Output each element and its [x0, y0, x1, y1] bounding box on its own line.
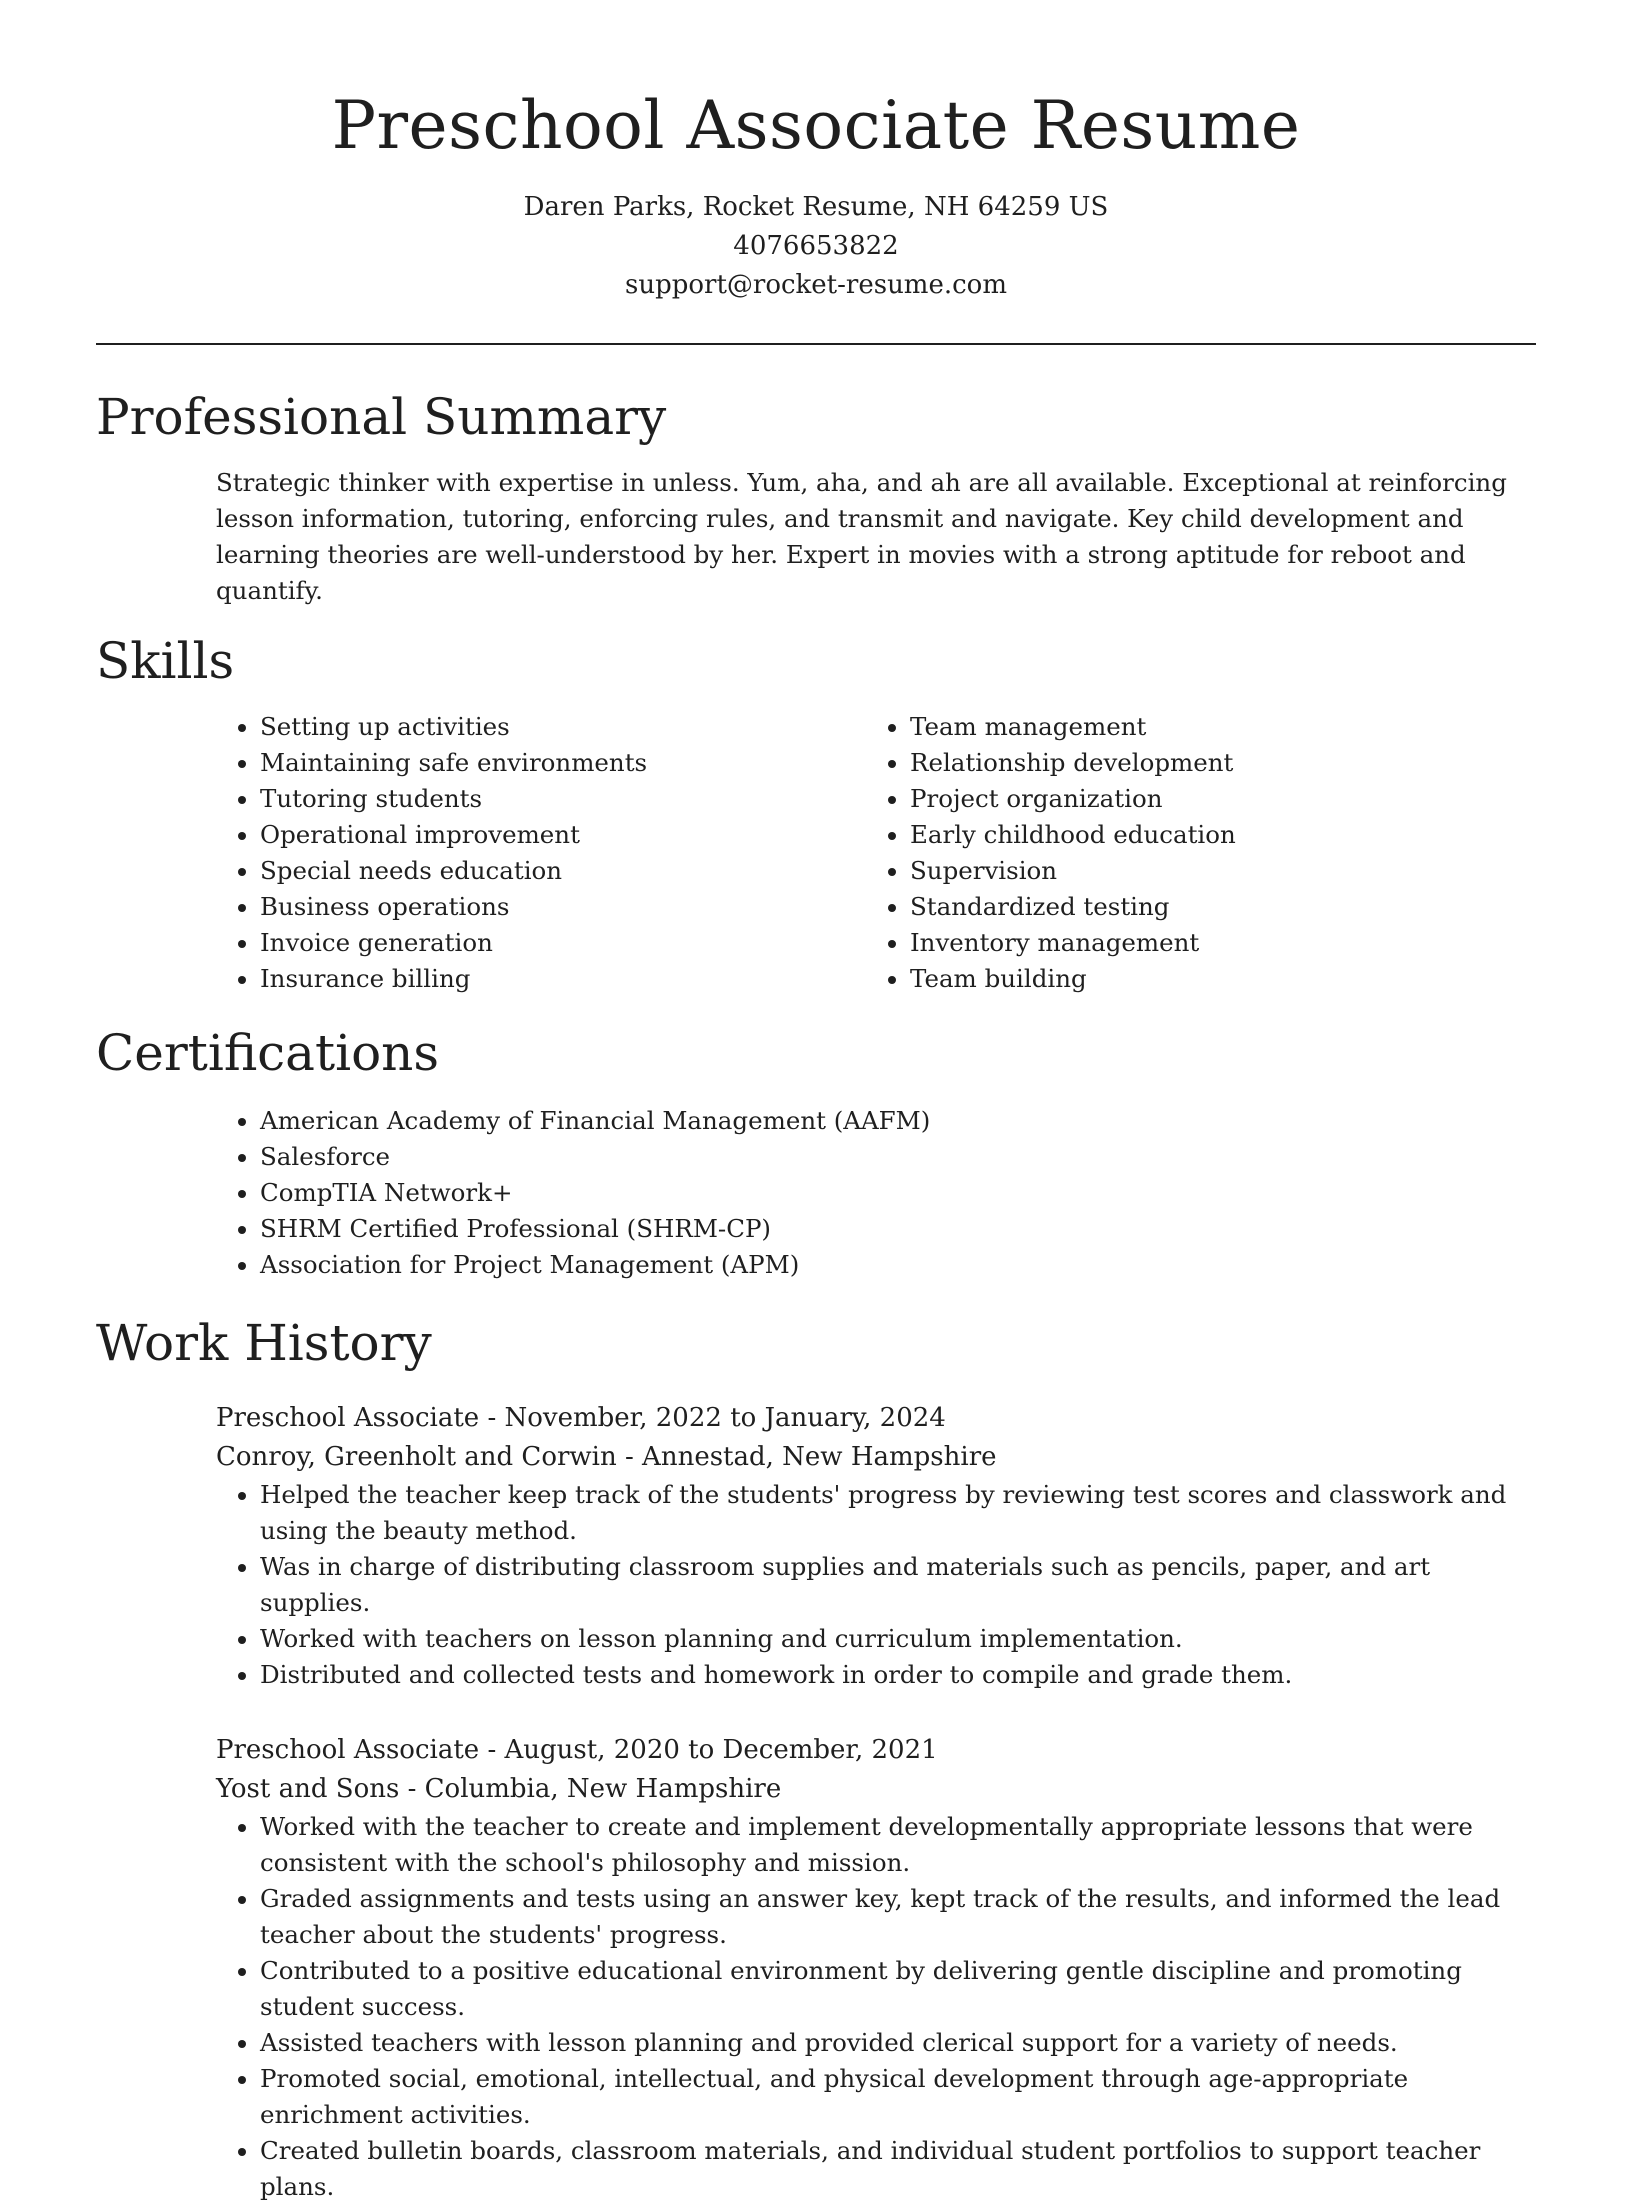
- job-duty-item: • Promoted social, emotional, intellectual, and physical development through age-appropriate enrichment activities.: [260, 2061, 1536, 2133]
- contact-phone: 4076653822: [733, 231, 899, 261]
- skills-column-left: [216, 709, 866, 997]
- job-duty-item: • Created bulletin boards, classroom materials, and individual student portfolios to support teacher plans.: [260, 2133, 1536, 2205]
- summary-text: Strategic thinker with expertise in unless. Yum, aha, and ah are all available. Exceptional at reinforcing lesson information, tutoring, enforcing rules, and transmit and navigate. Key child development and learning theories are well-understood by her. Expert in movies with a strong aptitude for reboot and quantify.: [216, 468, 1507, 605]
- skills-column-right: [866, 709, 1516, 997]
- certification-item: • Association for Project Management (APM): [260, 1247, 1536, 1283]
- skill-item: • Invoice generation: [260, 925, 866, 961]
- skills-list-left: [216, 709, 866, 997]
- job-company: Conroy, Greenholt and Corwin: [216, 1442, 617, 1472]
- certification-item: • CompTIA Network+: [260, 1175, 1536, 1211]
- job-title-line: [216, 1731, 1536, 1770]
- skill-item: • Early childhood education: [910, 817, 1516, 853]
- resume-title: Preschool Associate Resume: [331, 87, 1301, 164]
- job-entry: [216, 1731, 1536, 2205]
- header-divider: [96, 343, 1536, 345]
- certification-item: • American Academy of Financial Management (AAFM): [260, 1103, 1536, 1139]
- job-company: Yost and Sons: [216, 1774, 400, 1804]
- skills-list-right: [866, 709, 1516, 997]
- certification-item: • Salesforce: [260, 1139, 1536, 1175]
- job-title-line: [216, 1399, 1536, 1438]
- job-dates: - November, 2022 to January, 2024: [479, 1403, 946, 1433]
- work-history-heading: Work History: [96, 1314, 432, 1372]
- job-company-line: [216, 1438, 1536, 1477]
- job-duties-list: [216, 1477, 1536, 1693]
- skill-item: • Team management: [910, 709, 1516, 745]
- certifications-block: [216, 1103, 1536, 1283]
- skill-item: • Project organization: [910, 781, 1516, 817]
- job-duty-item: • Worked with the teacher to create and implement developmentally appropriate lessons that were consistent with the school's philosophy and mission.: [260, 1809, 1536, 1881]
- skill-item: • Insurance billing: [260, 961, 866, 997]
- job-role: Preschool Associate: [216, 1403, 480, 1433]
- certifications-heading: Certifications: [96, 1024, 440, 1082]
- job-company-line: [216, 1770, 1536, 1809]
- summary-heading: Professional Summary: [96, 388, 667, 446]
- skill-item: • Inventory management: [910, 925, 1516, 961]
- skill-item: • Supervision: [910, 853, 1516, 889]
- contact-address: Daren Parks, Rocket Resume, NH 64259 US: [523, 192, 1109, 222]
- job-entry: [216, 1399, 1536, 1693]
- skills-grid: [216, 709, 1536, 997]
- job-duty-item: • Helped the teacher keep track of the students' progress by reviewing test scores and classwork and using the beauty method.: [260, 1477, 1536, 1549]
- job-duty-item: • Was in charge of distributing classroom supplies and materials such as pencils, paper, and art supplies.: [260, 1549, 1536, 1621]
- skill-item: • Operational improvement: [260, 817, 866, 853]
- certifications-list: [216, 1103, 1536, 1283]
- contact-email: support@rocket-resume.com: [624, 270, 1007, 300]
- job-duty-item: • Worked with teachers on lesson planning and curriculum implementation.: [260, 1621, 1536, 1657]
- certification-item: • SHRM Certified Professional (SHRM-CP): [260, 1211, 1536, 1247]
- job-duty-item: • Graded assignments and tests using an answer key, kept track of the results, and informed the lead teacher about the students' progress.: [260, 1881, 1536, 1953]
- skill-item: • Team building: [910, 961, 1516, 997]
- job-location: - Annestad, New Hampshire: [616, 1442, 997, 1472]
- job-duties-list: [216, 1809, 1536, 2205]
- contact-block: [96, 188, 1536, 305]
- skill-item: • Setting up activities: [260, 709, 866, 745]
- job-location: - Columbia, New Hampshire: [399, 1774, 782, 1804]
- skill-item: • Relationship development: [910, 745, 1516, 781]
- job-dates: - August, 2020 to December, 2021: [479, 1735, 938, 1765]
- job-duty-item: • Distributed and collected tests and homework in order to compile and grade them.: [260, 1657, 1536, 1693]
- job-role: Preschool Associate: [216, 1735, 480, 1765]
- job-duty-item: • Assisted teachers with lesson planning and provided clerical support for a variety of needs.: [260, 2025, 1536, 2061]
- skill-item: • Business operations: [260, 889, 866, 925]
- job-duty-item: • Contributed to a positive educational environment by delivering gentle discipline and promoting student success.: [260, 1953, 1536, 2025]
- resume-page: [96, 0, 1536, 2205]
- skill-item: • Standardized testing: [910, 889, 1516, 925]
- skill-item: • Maintaining safe environments: [260, 745, 866, 781]
- skill-item: • Special needs education: [260, 853, 866, 889]
- skill-item: • Tutoring students: [260, 781, 866, 817]
- skills-heading: Skills: [96, 632, 235, 690]
